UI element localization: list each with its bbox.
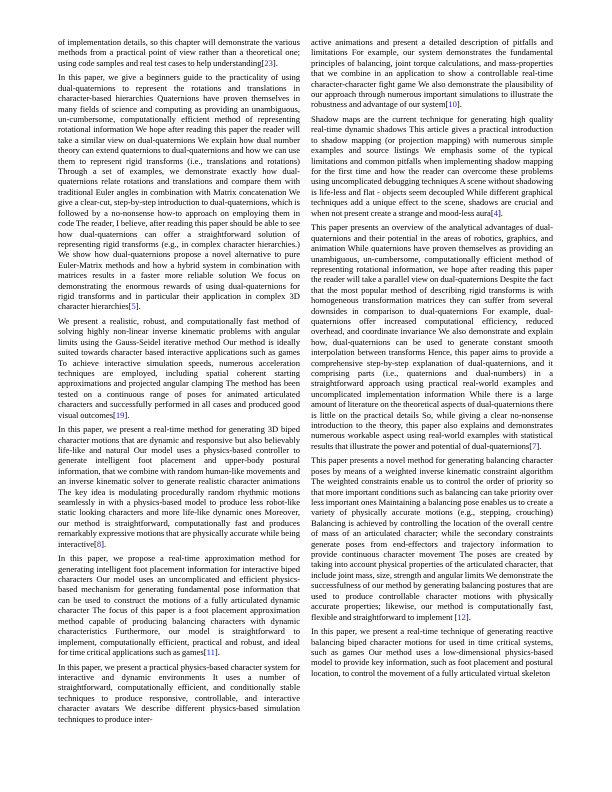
paragraph: In this paper, we present a practical physics-based character system for interactive and dynamic environments It uses a number of straightforward, computationally efficient, and conditionally stable techniques to produce responsive, controllable, and interactive character avatars We describe different physics-based simulation techniques to produce inter- <box>58 661 300 724</box>
citation-link[interactable]: 10 <box>448 99 457 110</box>
left-column <box>58 37 300 728</box>
paragraph: Shadow maps are the current technique for generating high quality real-time dynamic shadows This article gives a practical introduction to shadow mapping (or projection mapping) with numerous simple examples and source listings We emphasis some of the typical limitations and common pitfalls when implementing shadow mapping for the first time and how the reader can overcome these problems using uncomplicated debugging techniques A scene without shadowing is life-less and flat - objects seem decoupled While different graphical techniques add a unique effect to the scene, shadows are crucial and when not present create a strange and mood-less aura[4]. <box>311 114 553 218</box>
paragraph: We present a realistic, robust, and computationally fast method of solving highly non-linear inverse kinematic problems with angular limits using the Gauss-Seidel iterative method Our method is ideally suited towards character based interactive applications such as games To achieve interactive simulation speeds, numerous acceleration techniques are employed, including spatial coherent starting approximations and projected angular clamping The method has been tested on a continuous range of poses for animated articulated characters and successfully performed in all cases and produced good visual outcomes[19]. <box>58 315 300 420</box>
citation-link[interactable]: 23 <box>264 57 273 68</box>
paragraph: This paper presents an overview of the analytical advantages of dual-quaternions and their potential in the areas of robotics, graphics, and animation While quaternions have proven themselves as providing an unambiguous, un-cumbersome, computationally efficient method of representing rotational information, we hope after reading this paper the reader will take a parallel view on dual-quaternions Despite the fact that the most popular method of describing rigid transforms is with homogeneous transformation matrices they can suffer from several downsides in comparison to dual-quaternions For example, dual-quaternions offer increased computational efficiency, reduced overhead, and coordinate invariance We also demonstrate and explain how, dual-quaternions can be used to generate constant smooth interpolation between transforms Hence, this paper aims to provide a comprehensive step-by-step explanation of dual-quaternions, and it comprising parts (i.e., quaternions and dual-numbers) in a straightforward approach using practical real-world examples and uncomplicated implementation information While there is a large amount of literature on the theoretical aspects of dual-quaternions there is little on the practical details So, while giving a clear no-nonsense introduction to the theory, this paper also explains and demonstrates numerous workable aspect using real-world examples with statistical results that illustrate the power and potential of dual-quaternions[7]. <box>311 222 553 451</box>
paragraph: In this paper, we present a real-time method for generating 3D biped character motions that are dynamic and responsive but also believably life-like and natural Our model uses a physics-based controller to generate intelligent foot placement and upper-body postural information, that we combine with random human-like movements and an inverse kinematic solver to generate realistic character animations The key idea is modulating procedurally random rhythmic motions seamlessly in with a physics-based model to produce less robot-like static looking characters and more life-like dynamic ones Moreover, our method is straightforward, computationally fast and produces remarkably expressive motions that are physically accurate while being interactive[8]. <box>58 424 300 549</box>
paragraph: This paper presents a novel method for generating balancing character poses by means of a weighted inverse kinematic constraint algorithm The weighted constraints enable us to control the order of priority so that more important conditions such as balancing can take priority over less important ones Maintaining a balancing pose enables us to create a variety of physically accurate motions (e.g., stepping, crouching) Balancing is achieved by controlling the location of the overall centre of mass of an articulated character; while the secondary constraints generate poses from end-effectors and trajectory information to provide continuous character movement The poses are created by taking into account physical properties of the articulated character, that include joint mass, size, strength and angular limits We demonstrate the successfulness of our method by generating balancing postures that are used to produce controllable character motions with physically accurate properties; likewise, our method is computationally fast, flexible and straightforward to implement [12]. <box>311 455 553 622</box>
citation-link[interactable]: 19 <box>115 409 125 420</box>
paragraph: In this paper, we give a beginners guide to the practicality of using dual-quaternions to represent the rotations and translations in character-based hierarchies Quaternions have proven themselves in many fields of science and computing as providing an unambiguous, un-cumbersome, computationally efficient method of representing rotational information We hope after reading this paper the reader will take a similar view on dual-quaternions We explain how dual number theory can extend quaternions to dual-quaternions and how we can use them to represent rigid transforms (i.e., translations and rotations) Through a set of examples, we demonstrate exactly how dual-quaternions relate rotations and translations and compare them with traditional Euler angles in combination with Matrix concatenation We give a clear-cut, step-by-step introduction to dual-quaternions, which is followed by a no-nonsense how-to approach on employing them in code The reader, I believe, after reading this paper should be able to see how dual-quaternions can offer a straightforward solution of representing rigid transforms (e.g., in complex character hierarchies.) We show how dual-quaternions propose a novel alternative to pure Euler-Matrix methods and how a hybrid system in combination with matrices results in a faster more reliable solution We focus on demonstrating the enormous rewards of using dual-quaternions for rigid transforms and in particular their application in complex 3D character hierarchies[5]. <box>58 72 300 312</box>
paragraph: of implementation details, so this chapter will demonstrate the various methods from a practical point of view rather than a theoretical one; using code samples and real test cases to help understanding[23]. <box>58 37 300 68</box>
citation-link[interactable]: 11 <box>206 646 215 657</box>
citation-link[interactable]: 4 <box>493 207 498 218</box>
paragraph: active animations and present a detailed description of pitfalls and limitations For example, our system demonstrates the fundamental principles of balancing, joint torque calculations, and mass-properties that we combine in an application to show a controllable real-time character-character fight game We also demonstrate the plausibility of our approach through numerous important simulations to illustrate the robustness and advantage of our system[10]. <box>311 37 553 110</box>
right-column <box>311 37 553 682</box>
paragraph: In this paper, we propose a real-time approximation method for generating intelligent foot placement information for interactive biped characters Our model uses an uncomplicated and efficient physics-based mechanism for generating fundamental pose information that can be used to construct the motions of a fully articulated dynamic character The focus of this paper is a foot placement approximation method capable of producing balancing characters with dynamic characteristics Furthermore, our model is straightforward to implement, computationally efficient, practical and robust, and ideal for time critical applications such as games[11]. <box>58 553 300 657</box>
paragraph: In this paper, we present a real-time technique of generating reactive balancing biped character motions for used in time critical systems, such as games Our method uses a low-dimensional physics-based model to provide key information, such as foot placement and postural location, to control the movement of a fully articulated virtual skeleton <box>311 626 553 678</box>
citation-link[interactable]: 8 <box>96 538 102 549</box>
citation-link[interactable]: 5 <box>131 301 136 312</box>
citation-link[interactable]: 12 <box>457 611 466 622</box>
citation-link[interactable]: 7 <box>532 440 537 451</box>
